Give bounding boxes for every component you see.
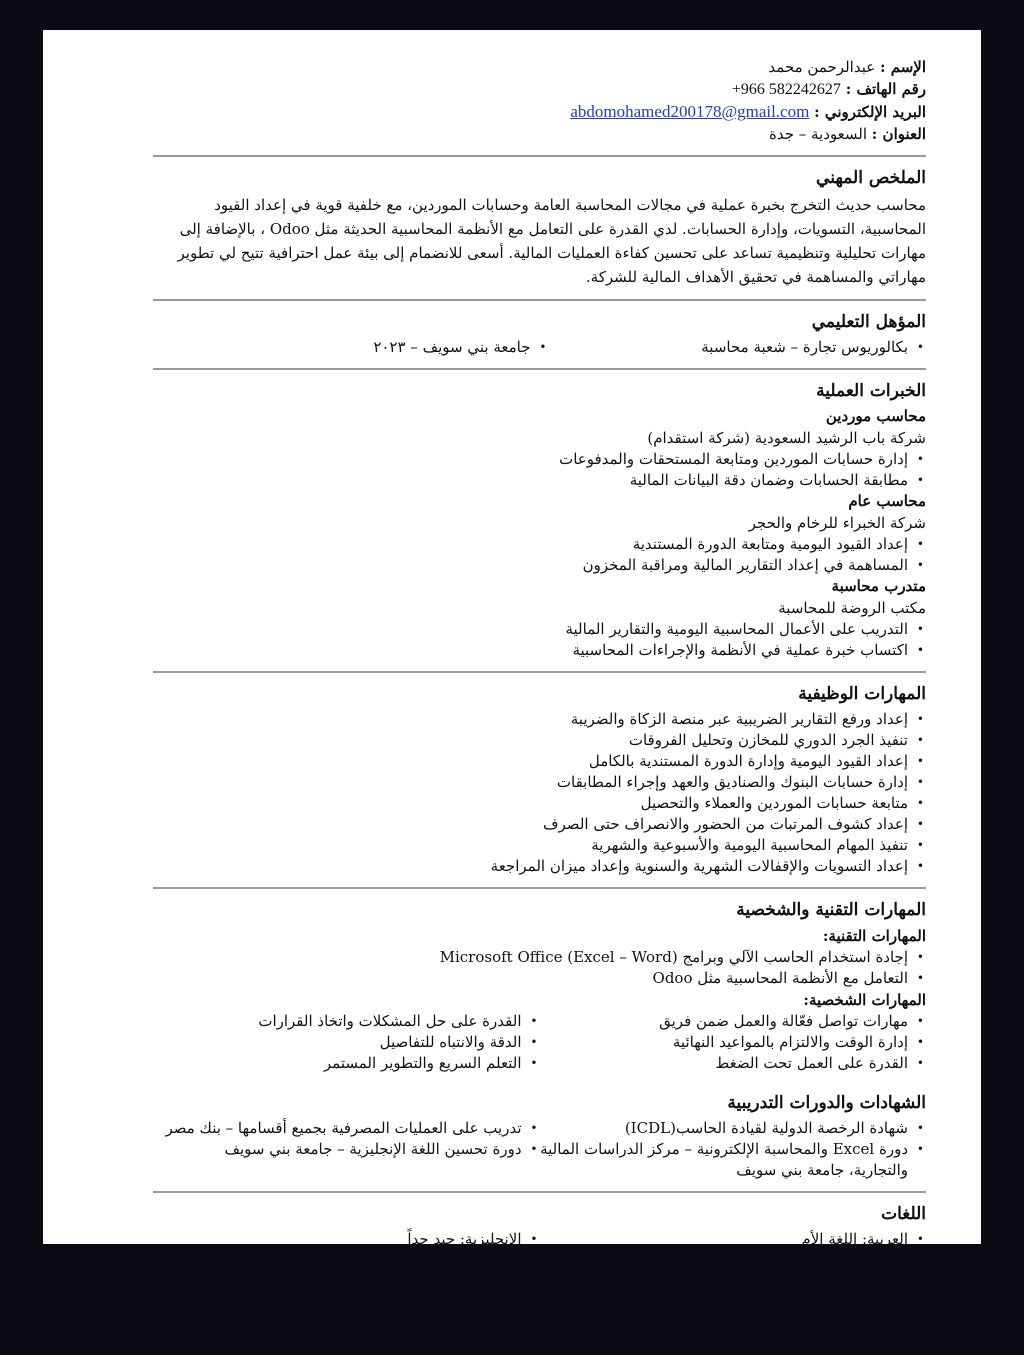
divider [153,299,926,301]
list-item: • دورة تحسين اللغة الإنجليزية – جامعة بني سويف [153,1139,522,1160]
list-item: • اكتساب خبرة عملية في الأنظمة والإجراءات المحاسبية [153,640,908,661]
phone-label: رقم الهاتف : [845,80,926,98]
tech-personal-title: المهارات التقنية والشخصية [736,900,926,920]
contact-email [153,101,926,123]
list-item: • المساهمة في إعداد التقارير المالية ومراقبة المخزون [153,555,908,576]
education-list [153,337,926,358]
certificates-left [153,1118,540,1181]
list-item: • إعداد القيود اليومية ومتابعة الدورة المستندية [153,534,908,555]
job-role: محاسب موردين [825,407,926,425]
list-item: • الإنجليزية: جيد جداً [153,1229,522,1250]
personal-skills-columns [153,1011,926,1074]
list-item: • القدرة على العمل تحت الضغط [540,1053,909,1074]
address-value: السعودية – جدة [768,125,868,143]
list-item: • إعداد القيود اليومية وإدارة الدورة المستندية بالكامل [153,751,908,772]
name-label: الإسم : [879,58,926,76]
certificates-right [540,1118,927,1181]
functional-skills-title: المهارات الوظيفية [798,684,926,704]
list-item: • الدقة والانتباه للتفاصيل [153,1032,522,1053]
email-label: البريد الإلكتروني : [814,103,926,121]
education-title: المؤهل التعليمي [811,312,926,332]
resume-page [43,30,981,1248]
contact-address [153,123,926,145]
job-tasks [153,449,926,491]
personal-skills-right [540,1011,927,1074]
contact-phone [153,78,926,101]
personal-skills-label: المهارات الشخصية: [803,991,926,1009]
contact-name [153,56,926,78]
education-university: • جامعة بني سويف – ٢٠٢٣ [153,337,531,358]
languages-columns [153,1229,926,1250]
languages-right [540,1229,927,1250]
list-item: • متابعة حسابات الموردين والعملاء والتحصيل [153,793,908,814]
divider [153,671,926,673]
email-link[interactable]: abdomohamed200178@gmail.com [570,102,810,121]
list-item: • شهادة الرخصة الدولية لقيادة الحاسب(ICDL) [540,1118,909,1139]
divider [153,1191,926,1193]
personal-skills-left [153,1011,540,1074]
list-item: • إعداد كشوف المرتبات من الحضور والانصراف حتى الصرف [153,814,908,835]
languages-left [153,1229,540,1250]
list-item: • مطابقة الحسابات وضمان دقة البيانات المالية [153,470,908,491]
list-item: • إجادة استخدام الحاسب الآلي وبرامج Microsoft Office (Excel – Word) [153,947,908,968]
list-item: • العربية: اللغة الأم [540,1229,909,1250]
job-company: شركة الخبراء للرخام والحجر [748,514,926,532]
tech-skills-label: المهارات التقنية: [822,927,926,945]
list-item: • تنفيذ المهام المحاسبية اليومية والأسبوعية والشهرية [153,835,908,856]
certificates-title: الشهادات والدورات التدريبية [727,1093,926,1113]
list-item: • التعامل مع الأنظمة المحاسبية مثل Odoo [153,968,908,989]
list-item: • إعداد ورفع التقارير الضريبية عبر منصة الزكاة والضريبة [153,709,908,730]
list-item: • إدارة حسابات الموردين ومتابعة المستحقات والمدفوعات [153,449,908,470]
list-item: • تدريب على العمليات المصرفية بجميع أقسامها – بنك مصر [153,1118,522,1139]
list-item: • مهارات تواصل فعّالة والعمل ضمن فريق [540,1011,909,1032]
list-item: • إدارة الوقت والالتزام بالمواعيد النهائية [540,1032,909,1053]
job-company: شركة باب الرشيد السعودية (شركة استقدام) [647,429,926,447]
education-degree: • بكالوريوس تجارة – شعبة محاسبة [531,337,909,358]
list-item: • دورة Excel والمحاسبة الإلكترونية – مركز الدراسات المالية والتجارية، جامعة بني سويف [540,1139,909,1181]
resume-content [153,56,926,1250]
divider [153,887,926,889]
list-item: • القدرة على حل المشكلات واتخاذ القرارات [153,1011,522,1032]
functional-skills-list [153,709,926,877]
divider [153,155,926,157]
certificates-columns [153,1118,926,1181]
job-tasks [153,619,926,661]
summary-text: محاسب حديث التخرج بخبرة عملية في مجالات المحاسبة العامة وحسابات الموردين، مع خلفية قوية في إعداد القيود المحاسبية، التسويات، وإدارة الحسابات. لدي القدرة على التعامل مع الأنظمة المحاسبية الحديثة مثل Odoo ، بالإضافة إلى مهارات تحليلية وتنظيمية تساعد على تحسين كفاءة العمليات المالية. أسعى للانضمام إلى بيئة عمل احترافية تتيح لي تطوير مهاراتي والمساهمة في تحقيق الأهداف المالية للشركة. [177,196,926,286]
phone-value: +966 582242627 [731,81,841,98]
list-item: • تنفيذ الجرد الدوري للمخازن وتحليل الفروقات [153,730,908,751]
job-company: مكتب الروضة للمحاسبة [778,599,926,617]
job-role: متدرب محاسبة [831,577,926,595]
languages-title: اللغات [881,1204,926,1224]
list-item: • التعلم السريع والتطوير المستمر [153,1053,522,1074]
job-tasks [153,534,926,576]
tech-skills-list [153,947,926,989]
name-value: عبدالرحمن محمد [768,58,876,76]
summary-title: الملخص المهني [816,168,926,188]
list-item: • إدارة حسابات البنوك والصناديق والعهد وإجراء المطابقات [153,772,908,793]
experience-title: الخبرات العملية [816,381,926,401]
list-item: • إعداد التسويات والإقفالات الشهرية والسنوية وإعداد ميزان المراجعة [153,856,908,877]
address-label: العنوان : [871,125,926,143]
list-item: • التدريب على الأعمال المحاسبية اليومية والتقارير المالية [153,619,908,640]
job-role: محاسب عام [848,492,926,510]
divider [153,368,926,370]
